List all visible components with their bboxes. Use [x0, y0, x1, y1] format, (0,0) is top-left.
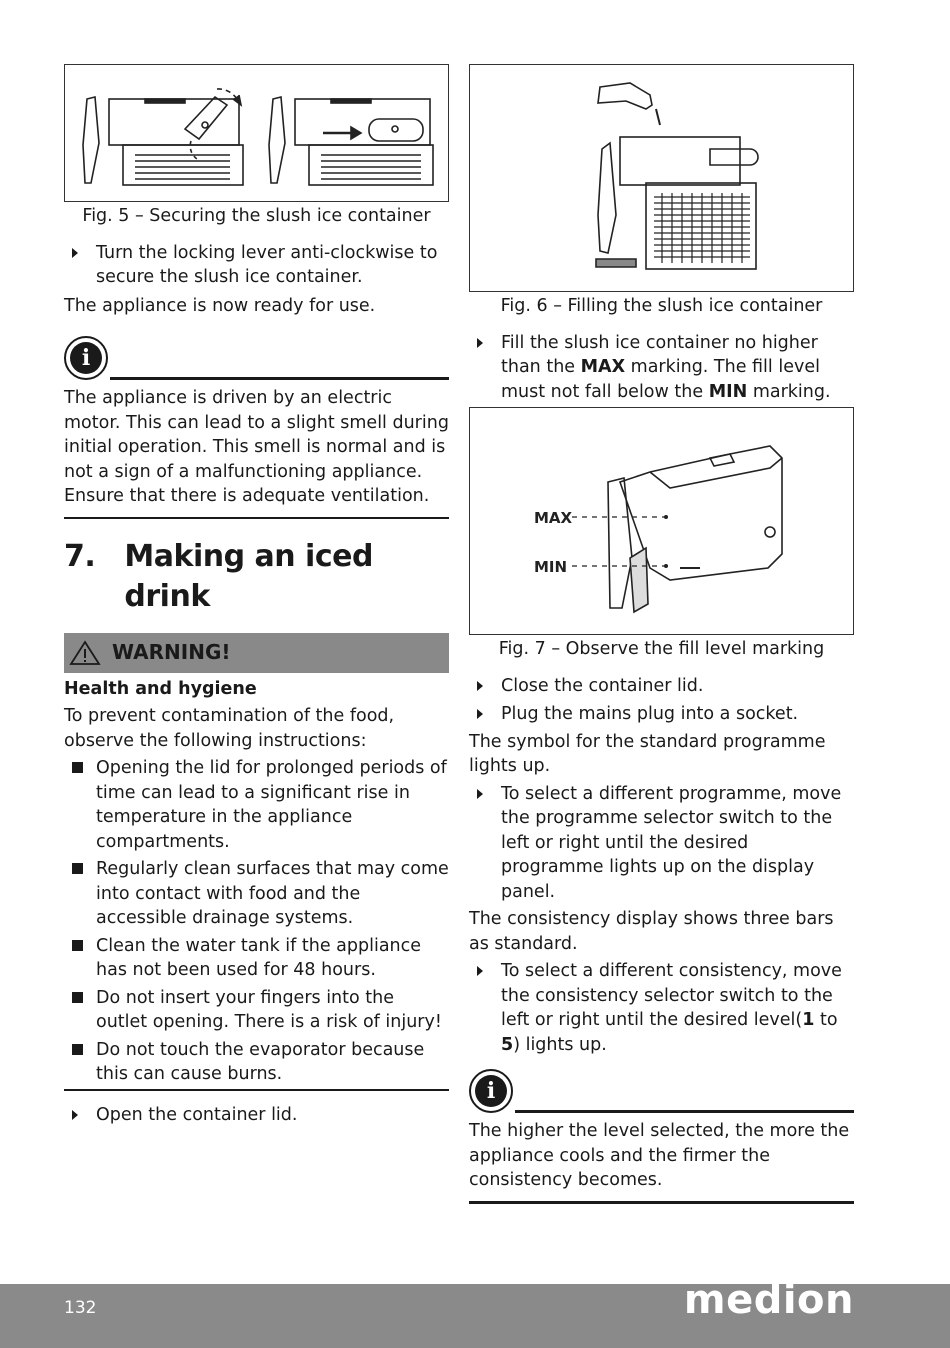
- warning-bar: [64, 633, 449, 673]
- info-box-2-bottom-rule: [469, 1201, 854, 1204]
- health-intro: To prevent contamination of the food, observe the following instructions:: [64, 706, 395, 751]
- list-item: Opening the lid for prolonged periods of time can lead to a significant rise in temperature in the appliance compartments.: [64, 756, 449, 854]
- slush-machine-lock-illustration: [65, 65, 449, 202]
- page-number: 132: [64, 1298, 97, 1318]
- info-box-2-text: The higher the level selected, the more the appliance cools and the firmer the consistency becomes.: [469, 1121, 850, 1190]
- fig7-min-label: MIN: [534, 558, 568, 576]
- info-divider: [515, 1110, 854, 1113]
- info-box-2-header: [469, 1069, 854, 1115]
- left-column: [64, 64, 449, 1127]
- figure-5-caption: Fig. 5 – Securing the slush ice container: [82, 206, 431, 226]
- plug-in-step: Plug the mains plug into a socket.: [469, 702, 854, 727]
- consistency-text: The consistency display shows three bars as standard.: [469, 909, 834, 954]
- open-lid-step: Open the container lid.: [64, 1103, 449, 1128]
- list-item: Do not insert your fingers into the outlet opening. There is a risk of injury!: [64, 986, 449, 1035]
- list-item: Regularly clean surfaces that may come into contact with food and the accessible drainage systems.: [64, 857, 449, 931]
- fig7-max-label: MAX: [534, 509, 573, 527]
- select-consistency-step: To select a different consistency, move the consistency selector switch to the left or right until the desired level(1 to 5) lights up.: [469, 959, 854, 1057]
- figure-6-image: [469, 64, 854, 292]
- symbol-lights-text: The symbol for the standard programme lights up.: [469, 731, 826, 776]
- info-divider: [110, 377, 449, 380]
- info-box-1-bottom-rule: [64, 517, 449, 519]
- min-word: MIN: [708, 381, 748, 402]
- list-item: Clean the water tank if the appliance has not been used for 48 hours.: [64, 934, 449, 983]
- fill-level-illustration: [470, 408, 854, 635]
- warning-label: WARNING!: [112, 640, 231, 665]
- fig5-step-text: Turn the locking lever anti-clockwise to secure the slush ice container.: [96, 242, 438, 287]
- info-box-1-text: The appliance is driven by an electric motor. This can lead to a slight smell during initial operation. This smell is normal and is not a sign of a malfunctioning appliance. Ensure that there is adequate ventilation.: [64, 388, 449, 506]
- warning-bottom-rule: [64, 1089, 449, 1091]
- max-word: MAX: [580, 357, 626, 377]
- figure-6-caption: Fig. 6 – Filling the slush ice container: [500, 296, 823, 316]
- warning-triangle-icon: [68, 639, 102, 667]
- right-column: [469, 64, 854, 1204]
- close-lid-step: Close the container lid.: [469, 674, 854, 699]
- section-heading: [64, 537, 449, 617]
- medion-logo: medion: [683, 1277, 854, 1323]
- fill-step: Fill the slush ice container no higher than the MAX marking. The fill level must not fall below the MIN marking.: [469, 331, 854, 405]
- figure-5-image: [64, 64, 449, 202]
- page-footer: [0, 1277, 950, 1348]
- fig5-step: [64, 241, 449, 290]
- info-icon: i: [64, 336, 108, 380]
- select-programme-step: To select a different programme, move the programme selector switch to the left or right until the desired programme lights up on the display panel.: [469, 782, 854, 905]
- ready-text: The appliance is now ready for use.: [64, 295, 376, 316]
- list-item: Do not touch the evaporator because this can cause burns.: [64, 1038, 449, 1087]
- figure-7-image: [469, 407, 854, 635]
- filling-bottle-illustration: [470, 65, 854, 292]
- health-list: [64, 756, 449, 1087]
- figure-7-caption: Fig. 7 – Observe the fill level marking: [498, 639, 825, 659]
- info-icon: i: [469, 1069, 513, 1113]
- section-title: Making an iced drink: [124, 538, 373, 614]
- section-number: 7.: [64, 538, 96, 574]
- info-box-1-header: [64, 336, 449, 382]
- health-heading: Health and hygiene: [64, 678, 257, 699]
